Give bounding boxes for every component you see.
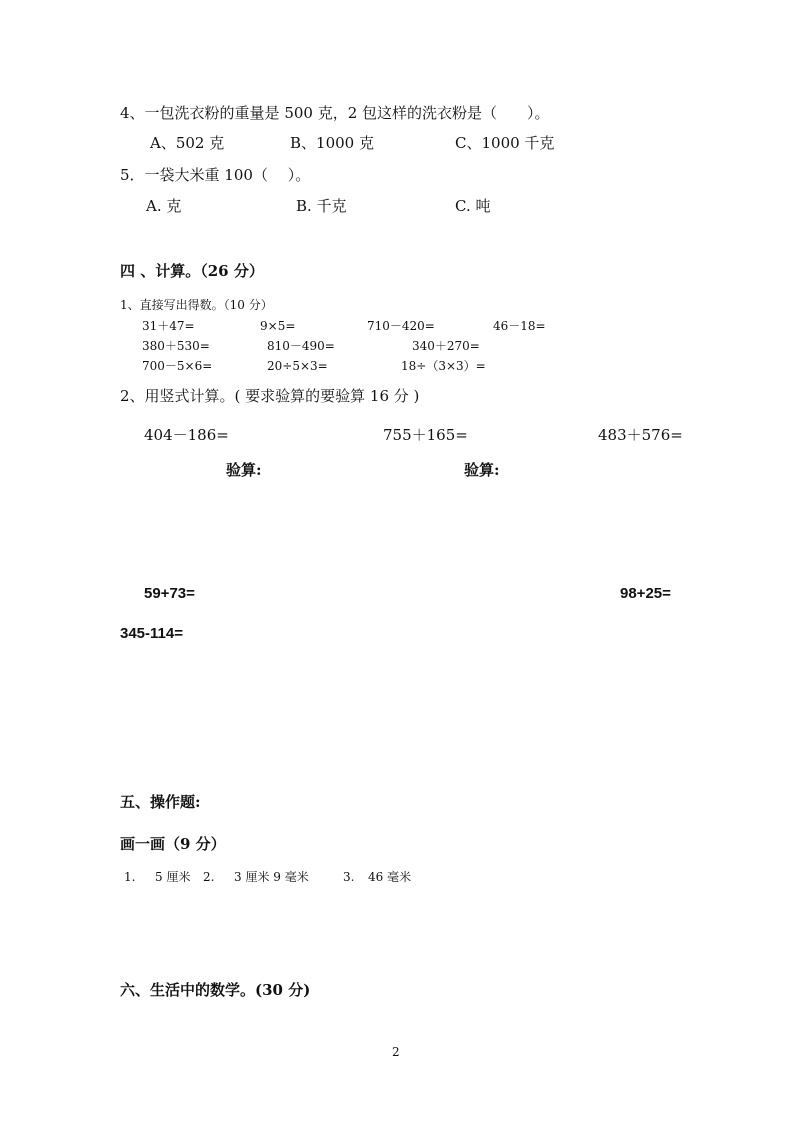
draw-item-length: 5 厘米 (155, 870, 191, 884)
question-4-option-a: A、502 克 (150, 134, 225, 152)
draw-item-number: 2. (203, 870, 215, 884)
arithmetic-item: 9×5= (260, 319, 296, 333)
draw-item-number: 3. (343, 870, 355, 884)
vertical-problem: 59+73= (144, 585, 195, 602)
draw-item-number: 1. (124, 870, 136, 884)
check-label: 验算: (464, 461, 500, 479)
arithmetic-item: 710－420= (367, 319, 435, 333)
question-4-option-b: B、1000 克 (290, 134, 374, 152)
vertical-problem: 345-114= (120, 625, 183, 642)
arithmetic-item: 31＋47= (142, 319, 195, 333)
vertical-problem: 404－186= (144, 426, 229, 444)
vertical-problem: 483＋576= (598, 426, 683, 444)
check-label: 验算: (226, 461, 262, 479)
vertical-problem: 98+25= (620, 585, 671, 602)
arithmetic-item: 20÷5×3= (267, 359, 328, 373)
question-5-option-b: B. 千克 (296, 197, 347, 215)
draw-item-length: 46 毫米 (368, 870, 412, 884)
arithmetic-item: 700－5×6= (142, 359, 213, 373)
section-5-title: 五、操作题: (120, 793, 201, 811)
question-5-option-a: A. 克 (146, 197, 182, 215)
section-4-part-2-title: 2、用竖式计算。( 要求验算的要验算 16 分 ) (120, 387, 420, 405)
page-number: 2 (392, 1045, 400, 1059)
question-5-option-c: C. 吨 (455, 197, 491, 215)
section-4-part-1-title: 1、直接写出得数。（10 分） (120, 298, 273, 312)
arithmetic-item: 810－490= (267, 339, 335, 353)
question-4-option-c: C、1000 千克 (455, 134, 555, 152)
section-6-title: 六、生活中的数学。(30 分) (120, 981, 311, 999)
question-5-stem: 5．一袋大米重 100（ ）。 (120, 166, 311, 184)
section-4-title: 四 、计算。（26 分） (120, 262, 264, 280)
draw-item-length: 3 厘米 9 毫米 (234, 870, 309, 884)
arithmetic-item: 340＋270= (412, 339, 480, 353)
arithmetic-item: 18÷（3×3）= (401, 359, 486, 373)
vertical-problem: 755＋165= (383, 426, 468, 444)
arithmetic-item: 380＋530= (142, 339, 210, 353)
section-5-subtitle: 画一画（9 分） (120, 835, 226, 853)
arithmetic-item: 46－18= (493, 319, 546, 333)
question-4-stem: 4、一包洗衣粉的重量是 500 克，2 包这样的洗衣粉是（ ）。 (120, 104, 550, 122)
